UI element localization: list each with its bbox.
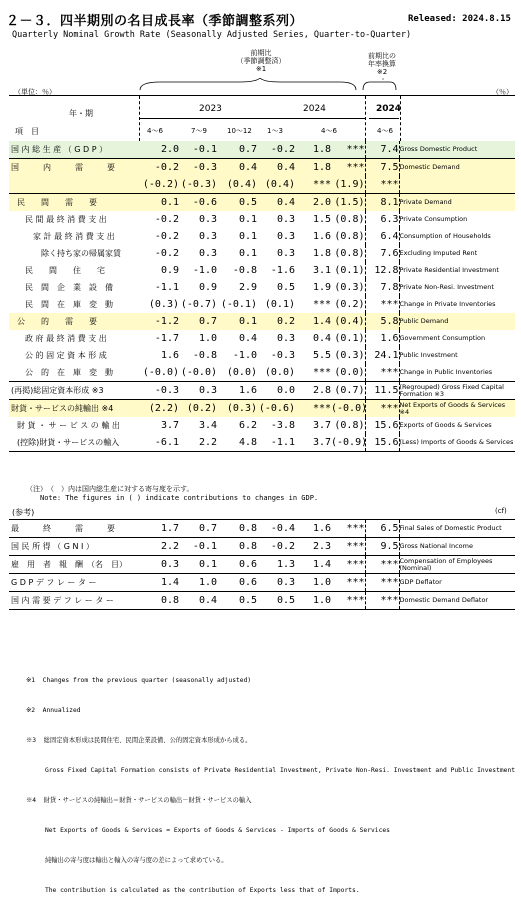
footnote-4-note: 純輸出の寄与度は輸出と輸入の寄与度の差によって求めている。 <box>26 857 228 864</box>
row-english-label: Change in Public Inventories <box>399 364 515 382</box>
value-cell: 0.3 <box>276 231 295 242</box>
value-cell: 7.6 <box>365 245 399 262</box>
row-english-label: Government Consumption <box>399 334 486 342</box>
value-cell: (0.2) <box>334 299 365 310</box>
qoq-note: ※1 <box>255 65 267 73</box>
value-cell: (-0.1) <box>220 299 257 310</box>
row-english-label: Compensation of Employees (Nominal) <box>399 556 515 574</box>
row-label: 民 間 住 宅 <box>25 266 105 275</box>
value-cell: *** <box>331 592 365 610</box>
reference-row <box>9 556 515 574</box>
value-cell: 1.3 <box>257 556 295 574</box>
value-cell: -1.2 <box>154 316 179 327</box>
value-cell: *** <box>365 400 399 418</box>
row-label: 家 計 最 終 消 費 支 出 <box>33 232 115 241</box>
value-cell: -0.3 <box>270 350 295 361</box>
footnote-4-en: Net Exports of Goods & Services = Exports of Goods & Services - Imports of Goods & Services <box>26 827 390 834</box>
value-cell: 2.2 <box>137 538 179 556</box>
value-cell: 2.3 <box>295 538 331 556</box>
year-2023: 2023 <box>199 104 222 114</box>
value-cell: 0.4 <box>312 333 331 344</box>
value-cell: 1.5 <box>312 214 331 225</box>
value-cell: 0.9 <box>198 282 217 293</box>
value-cell: -0.2 <box>257 141 295 159</box>
footnote-3: ※3 総固定資本形成は民間住宅、民間企業設備、公的固定資本形成から成る。 <box>26 737 252 744</box>
quarter-1-3-2024: 1～3 <box>267 127 283 135</box>
value-cell: -0.2 <box>154 162 179 173</box>
value-cell: 3.7 <box>295 434 331 452</box>
row-label: 民 間 企 業 設 備 <box>25 283 113 292</box>
value-cell: *** <box>331 574 365 592</box>
value-cell: 0.4 <box>238 162 257 173</box>
value-cell: 0.1 <box>238 248 257 259</box>
ref-unit: (cf) <box>495 507 507 515</box>
value-cell: (-0.9) <box>331 434 365 452</box>
header-braces <box>130 78 520 94</box>
value-cell: 0.3 <box>257 574 295 592</box>
footnote-2: ※2 Annualized <box>26 707 81 714</box>
reference-row <box>9 520 515 538</box>
value-cell: 8.1 <box>365 194 399 212</box>
value-cell: -0.3 <box>154 385 179 396</box>
value-cell: (0.1) <box>334 333 365 344</box>
row-label: 公 的 在 庫 変 動 <box>9 364 137 382</box>
table-header <box>9 95 515 142</box>
value-cell: (-0.3) <box>179 176 217 194</box>
release-date: Released: 2024.8.15 <box>408 14 511 24</box>
value-cell: (-0.0) <box>137 364 179 382</box>
value-cell: 0.6 <box>217 556 257 574</box>
qoq-label-2: （季節調整済） <box>236 57 286 65</box>
footnote-4-note-en: The contribution is calculated as the contribution of Exports less that of Imports. <box>26 887 360 894</box>
table-row <box>9 364 515 382</box>
row-label: 国 民 所 得 （ G N I ） <box>9 538 137 556</box>
value-cell: (1.9) <box>331 176 365 194</box>
row-english-label: GDP Deflator <box>399 574 515 592</box>
value-cell: 2.0 <box>137 141 179 159</box>
value-cell: *** <box>365 592 399 610</box>
table-row <box>9 159 515 177</box>
value-cell: -6.1 <box>137 434 179 452</box>
value-cell: 0.1 <box>179 556 217 574</box>
value-cell: (0.3) <box>334 350 365 361</box>
value-cell: 7.5 <box>365 159 399 177</box>
qoq-header <box>226 49 296 73</box>
value-cell: 1.4 <box>295 556 331 574</box>
row-english-label: Public Demand <box>399 317 449 325</box>
value-cell: 0.3 <box>198 385 217 396</box>
value-cell: 0.1 <box>238 316 257 327</box>
row-english-label: Public Investment <box>399 351 458 359</box>
row-label: (控除)財貨・サービスの輸入 <box>9 434 137 452</box>
annual-label-2: 年率換算 <box>368 60 396 68</box>
value-cell: 0.1 <box>238 231 257 242</box>
value-cell: 5.5 <box>312 350 331 361</box>
value-cell: 1.9 <box>312 282 331 293</box>
row-label: 民 間 在 庫 変 動 <box>25 300 113 309</box>
value-cell: 6.5 <box>365 520 399 538</box>
reference-row <box>9 592 515 610</box>
value-cell: 11.5 <box>365 382 399 400</box>
table-row <box>9 194 515 212</box>
annual-note: ※2 <box>376 68 388 76</box>
value-cell: (0.7) <box>334 385 365 396</box>
quarter-4-6-2023: 4～6 <box>147 127 163 135</box>
value-cell: *** <box>295 176 331 194</box>
value-cell: *** <box>331 538 365 556</box>
row-label: 民 間 最 終 消 費 支 出 <box>25 215 107 224</box>
value-cell: (1.5) <box>334 197 365 208</box>
reference-row <box>9 538 515 556</box>
value-cell: (0.3) <box>334 282 365 293</box>
value-cell: 1.0 <box>295 592 331 610</box>
value-cell: (-0.0) <box>179 364 217 382</box>
table-row <box>9 245 515 262</box>
value-cell: 2.8 <box>312 385 331 396</box>
value-cell: 15.6 <box>365 434 399 452</box>
value-cell: *** <box>295 400 331 418</box>
table-row <box>9 176 515 194</box>
footnotes <box>26 656 515 906</box>
value-cell: 0.1 <box>238 214 257 225</box>
value-cell: 2.2 <box>179 434 217 452</box>
table-row <box>9 228 515 245</box>
row-english-label: Private Consumption <box>399 215 468 223</box>
value-cell: 0.3 <box>276 333 295 344</box>
value-cell: -1.0 <box>192 265 217 276</box>
table-row <box>9 417 515 434</box>
table-row <box>9 262 515 279</box>
value-cell: 6.2 <box>238 420 257 431</box>
table-row <box>9 434 515 452</box>
value-cell: 9.5 <box>365 538 399 556</box>
value-cell: 1.0 <box>198 333 217 344</box>
value-cell: -0.8 <box>192 350 217 361</box>
year-2024-annual: 2024 <box>376 104 402 114</box>
value-cell: 1.6 <box>312 231 331 242</box>
value-cell: *** <box>365 296 399 313</box>
page-title: ２－３．四半期別の名目成長率（季節調整系列） <box>6 14 304 29</box>
row-english-label: Change in Private Inventories <box>399 300 496 308</box>
value-cell: (2.2) <box>137 400 179 418</box>
row-english-label: Gross National Income <box>399 538 515 556</box>
value-cell: *** <box>331 141 365 159</box>
table-row <box>9 296 515 313</box>
value-cell: 1.7 <box>137 520 179 538</box>
value-cell: (0.8) <box>334 214 365 225</box>
footnote-3-en: Gross Fixed Capital Formation consists of Private Residential Investment, Private Non-Resi. Investment and Public Investment <box>26 767 516 774</box>
value-cell: -0.2 <box>154 231 179 242</box>
value-cell: 1.8 <box>295 141 331 159</box>
row-english-label: Domestic Demand <box>399 163 460 171</box>
footnote-4: ※4 財貨・サービスの純輸出＝財貨・サービスの輸出－財貨・サービスの輸入 <box>26 797 252 804</box>
value-cell: *** <box>365 364 399 382</box>
value-cell: 1.4 <box>137 574 179 592</box>
annual-header <box>357 52 407 76</box>
value-cell: (-0.0) <box>331 400 365 418</box>
value-cell: 0.3 <box>276 248 295 259</box>
row-label: G D P デ フ レ ー タ ー <box>9 574 137 592</box>
row-english-label: Private Demand <box>399 198 452 206</box>
row-label: 国 内 総 生 産 （ G D P ） <box>9 141 137 159</box>
value-cell: -1.1 <box>154 282 179 293</box>
row-label: 除く持ち家の帰属家賃 <box>41 249 121 258</box>
value-cell: 6.4 <box>365 228 399 245</box>
row-english-label: Private Non-Resi. Investment <box>399 283 494 291</box>
value-cell: 0.4 <box>276 162 295 173</box>
table-row <box>9 211 515 228</box>
value-cell: -0.2 <box>257 538 295 556</box>
value-cell: -0.4 <box>257 520 295 538</box>
row-label: 公 的 需 要 <box>17 317 97 326</box>
value-cell: 0.2 <box>276 316 295 327</box>
value-cell: 0.3 <box>198 214 217 225</box>
value-cell: *** <box>295 364 331 382</box>
table-row <box>9 347 515 364</box>
value-cell: 1.4 <box>312 316 331 327</box>
value-cell: (0.8) <box>334 420 365 431</box>
row-english-label: Excluding Imputed Rent <box>399 249 478 257</box>
quarter-10-12-2023: 10～12 <box>227 127 252 135</box>
row-label: (再掲)総固定資本形成 ※3 <box>11 386 104 395</box>
row-label: 雇 用 者 報 酬 （名 目） <box>9 556 137 574</box>
table-row <box>9 330 515 347</box>
value-cell: 0.7 <box>198 316 217 327</box>
value-cell: -0.3 <box>192 162 217 173</box>
row-english-label: Consumption of Households <box>399 232 491 240</box>
value-cell: 0.5 <box>238 197 257 208</box>
value-cell: (0.8) <box>334 248 365 259</box>
value-cell: -0.2 <box>154 248 179 259</box>
value-cell: -1.0 <box>232 350 257 361</box>
value-cell: 0.7 <box>217 141 257 159</box>
value-cell: *** <box>331 520 365 538</box>
value-cell: 0.9 <box>160 265 179 276</box>
reference-row <box>9 574 515 592</box>
value-cell: 6.3 <box>365 211 399 228</box>
row-label: 公 的 固 定 資 本 形 成 <box>25 351 107 360</box>
row-english-label: (Less) Imports of Goods & Services <box>399 434 515 452</box>
value-cell: *** <box>365 176 399 194</box>
row-label: 政 府 最 終 消 費 支 出 <box>25 334 107 343</box>
value-cell: 3.7 <box>312 420 331 431</box>
row-english-label: Private Residential Investment <box>399 266 499 274</box>
row-english-label <box>399 176 515 194</box>
value-cell: 0.8 <box>217 538 257 556</box>
unit-left: （単位：％） <box>14 88 56 96</box>
row-english-label: Gross Domestic Product <box>399 141 515 159</box>
value-cell: 1.0 <box>179 574 217 592</box>
value-cell: 0.5 <box>257 592 295 610</box>
value-cell: 0.1 <box>160 197 179 208</box>
value-cell: -1.1 <box>257 434 295 452</box>
table-row <box>9 382 515 400</box>
value-cell: (0.0) <box>257 364 295 382</box>
reference-table <box>9 519 515 610</box>
value-cell: *** <box>312 299 331 310</box>
value-cell: 0.8 <box>137 592 179 610</box>
value-cell: 3.4 <box>198 420 217 431</box>
quarter-4-6-2024: 4～6 <box>321 127 337 135</box>
value-cell: 0.3 <box>137 556 179 574</box>
value-cell: (0.1) <box>264 299 295 310</box>
ref-label: (参考) <box>12 508 35 517</box>
value-cell: (0.0) <box>331 364 365 382</box>
value-cell: 0.4 <box>276 197 295 208</box>
row-english-label: Final Sales of Domestic Product <box>399 520 515 538</box>
value-cell: 12.8 <box>365 262 399 279</box>
value-cell: 1.0 <box>295 574 331 592</box>
unit-right: （％） <box>492 88 513 96</box>
value-cell: *** <box>365 556 399 574</box>
value-cell: (0.0) <box>217 364 257 382</box>
value-cell: -0.8 <box>232 265 257 276</box>
value-cell: -0.1 <box>179 141 217 159</box>
value-cell: 4.8 <box>217 434 257 452</box>
value-cell: 0.5 <box>217 592 257 610</box>
value-cell: 2.9 <box>238 282 257 293</box>
row-label: 財貨・サービスの純輸出 ※4 <box>9 400 137 418</box>
value-cell: *** <box>346 162 365 173</box>
value-cell: 5.8 <box>365 313 399 330</box>
item-label: 項 目 <box>15 127 39 136</box>
value-cell: 24.1 <box>365 347 399 364</box>
value-cell: 0.5 <box>276 282 295 293</box>
row-english-label: Exports of Goods & Services <box>399 421 492 429</box>
value-cell: (0.4) <box>257 176 295 194</box>
footnote-1: ※1 Changes from the previous quarter (seasonally adjusted) <box>26 677 252 684</box>
table-row <box>9 141 515 159</box>
value-cell: -0.1 <box>179 538 217 556</box>
value-cell: 7.8 <box>365 279 399 296</box>
value-cell: -0.6 <box>192 197 217 208</box>
row-english-label: Domestic Demand Deflator <box>399 592 515 610</box>
value-cell: (-0.6) <box>257 400 295 418</box>
value-cell: -1.6 <box>270 265 295 276</box>
value-cell: 0.4 <box>238 333 257 344</box>
row-label: 財 貨 ・ サ ー ビ ス の 輸 出 <box>17 421 120 430</box>
value-cell: (0.3) <box>217 400 257 418</box>
row-label: 最 終 需 要 <box>9 520 137 538</box>
year-2024: 2024 <box>303 104 326 114</box>
value-cell: 3.7 <box>160 420 179 431</box>
value-cell: 1.6 <box>238 385 257 396</box>
value-cell: 7.4 <box>365 141 399 159</box>
value-cell: (0.3) <box>148 299 179 310</box>
row-label <box>9 176 137 194</box>
value-cell: (0.8) <box>334 231 365 242</box>
value-cell: *** <box>365 574 399 592</box>
table-row <box>9 313 515 330</box>
value-cell: 2.0 <box>312 197 331 208</box>
value-cell: 0.4 <box>179 592 217 610</box>
quarter-4-6-2024-annual: 4～6 <box>377 127 393 135</box>
value-cell: 0.3 <box>198 248 217 259</box>
value-cell: (0.2) <box>179 400 217 418</box>
growth-table <box>9 141 515 452</box>
row-label: 国 内 需 要 <box>11 163 115 172</box>
value-cell: 15.6 <box>365 417 399 434</box>
row-english-label: Net Exports of Goods & Services ※4 <box>399 400 515 418</box>
table-row <box>9 400 515 418</box>
value-cell: 0.3 <box>276 214 295 225</box>
value-cell: -1.7 <box>154 333 179 344</box>
value-cell: 3.1 <box>312 265 331 276</box>
quarter-7-9-2023: 7～9 <box>191 127 207 135</box>
note-paren-en: Note: The figures in ( ) indicate contributions to changes in GDP. <box>40 494 319 502</box>
value-cell: 0.3 <box>198 231 217 242</box>
value-cell: (0.4) <box>217 176 257 194</box>
value-cell: (0.1) <box>334 265 365 276</box>
row-english-label: (Regrouped) Gross Fixed Capital Formation ※3 <box>399 382 504 398</box>
value-cell: 1.8 <box>312 162 331 173</box>
qoq-label-1: 前期比 <box>250 49 272 57</box>
value-cell: 0.0 <box>276 385 295 396</box>
value-cell: *** <box>331 556 365 574</box>
value-cell: 1.6 <box>365 330 399 347</box>
table-row <box>9 279 515 296</box>
value-cell: -0.2 <box>154 214 179 225</box>
value-cell: (-0.2) <box>137 176 179 194</box>
note-paren-jp: （注） （ ）内は国内総生産に対する寄与度を示す。 <box>26 485 194 493</box>
annual-label-1: 前期比の <box>368 52 396 60</box>
row-label: 民 間 需 要 <box>17 198 97 207</box>
value-cell: -3.8 <box>270 420 295 431</box>
value-cell: (0.4) <box>334 316 365 327</box>
value-cell: 1.8 <box>312 248 331 259</box>
value-cell: 0.8 <box>217 520 257 538</box>
value-cell: 0.7 <box>179 520 217 538</box>
year-period-label: 年・期 <box>69 109 93 118</box>
value-cell: 1.6 <box>295 520 331 538</box>
row-label: 国 内 需 要 デ フ レ ー タ ー <box>9 592 137 610</box>
page-subtitle: Quarterly Nominal Growth Rate (Seasonally Adjusted Series, Quarter-to-Quarter) <box>12 30 412 40</box>
value-cell: (-0.7) <box>180 299 217 310</box>
value-cell: 1.6 <box>160 350 179 361</box>
value-cell: 0.6 <box>217 574 257 592</box>
